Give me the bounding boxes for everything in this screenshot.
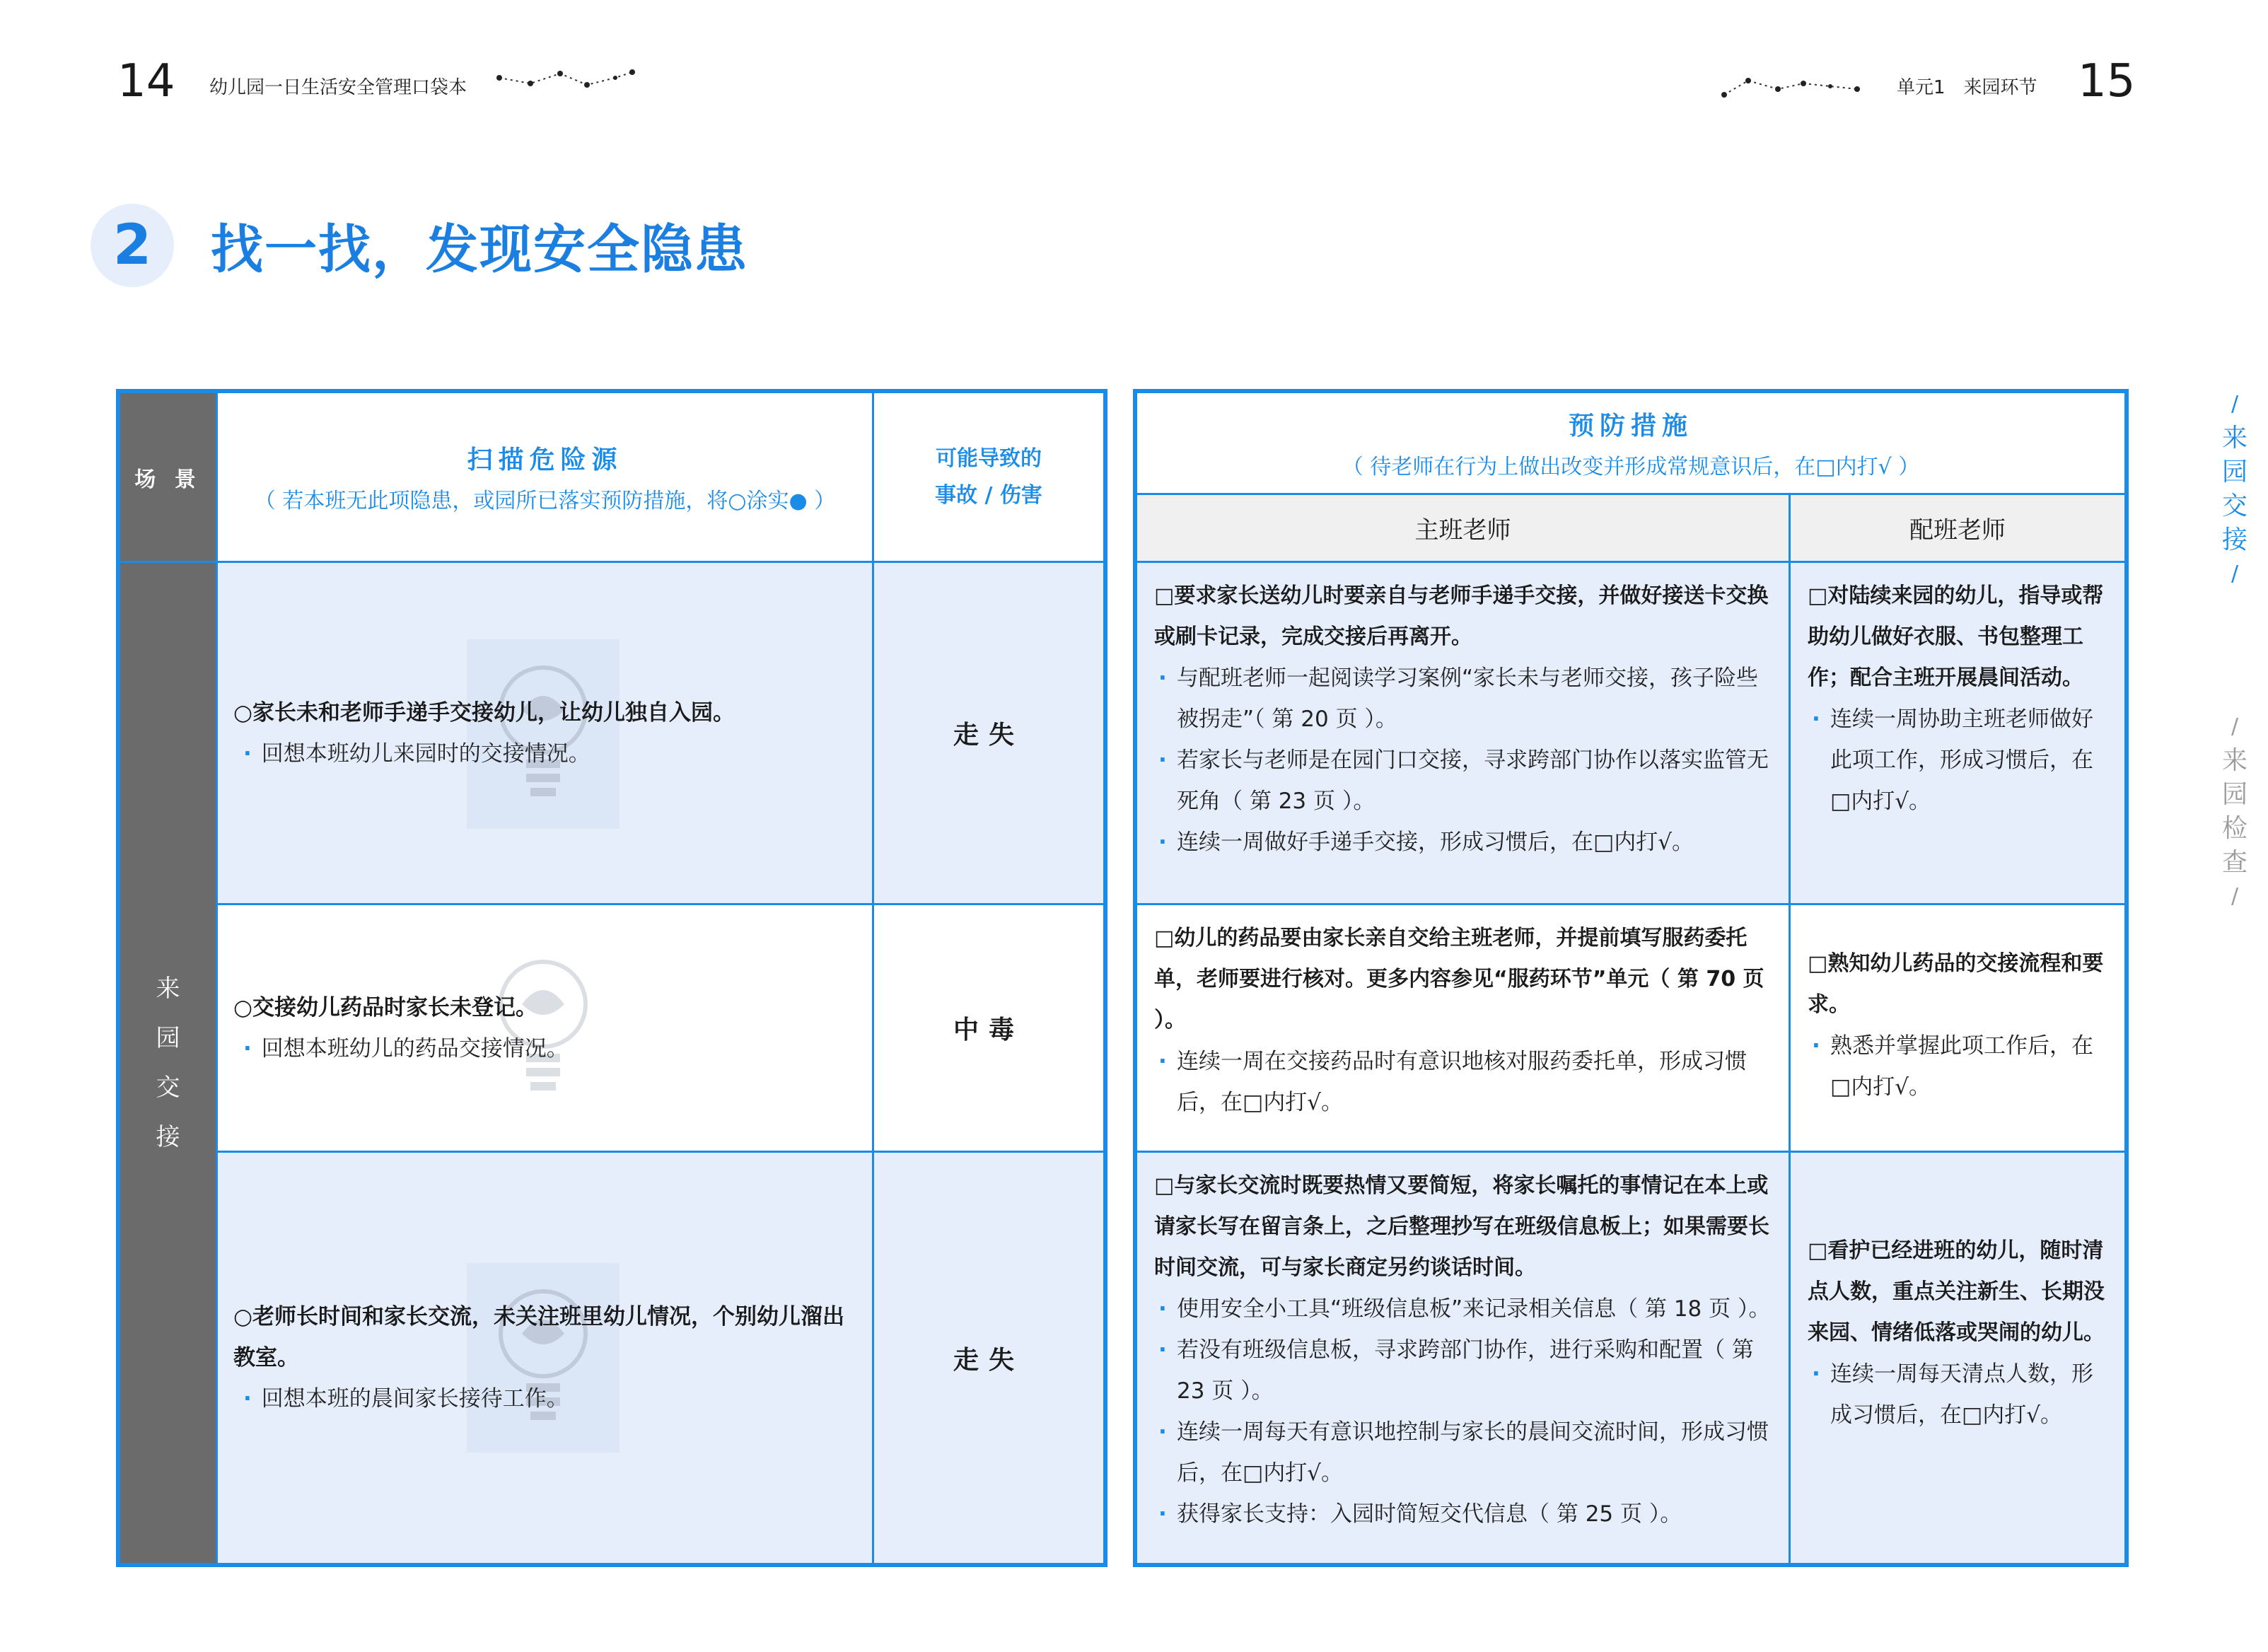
hazard-cell [218, 905, 874, 1153]
main-teacher-measure [1137, 1153, 1791, 1563]
measure-main-text: □对陆续来园的幼儿，指导或帮助幼儿做好衣服、书包整理工作；配合主班开展晨间活动。 [1808, 583, 2104, 690]
scene-name [120, 964, 216, 1162]
scene-header [120, 393, 218, 563]
measure-bullet: · 若没有班级信息板，寻求跨部门协作，进行采购和配置（ 第 23 页 ）。 [1154, 1330, 1772, 1412]
measure-bullet: · 连续一周每天有意识地控制与家长的晨间交流时间，形成习惯后，在□内打√。 [1154, 1412, 1772, 1494]
measure-main-text: □要求家长送幼儿时要亲自与老师手递手交接，并做好接送卡交换或刷卡记录，完成交接后再离开。 [1154, 583, 1769, 649]
accident-header [874, 393, 1103, 563]
assist-teacher-header [1791, 495, 2124, 563]
side-tab-label [2219, 421, 2250, 557]
assist-teacher-label: 配班老师 [1909, 516, 2006, 545]
hazard-note-text: 回想本班幼儿的药品交接情况。 [261, 1035, 569, 1061]
main-teacher-header [1137, 495, 1791, 563]
side-tab-char: 来 [2221, 746, 2247, 775]
accident-cell: 中毒 [874, 905, 1103, 1153]
scene-char: 接 [156, 1123, 180, 1151]
side-tab-char: 园 [2221, 458, 2247, 487]
measure-main-text: □看护已经进班的幼儿，随时清点人数，重点关注新生、长期没来园、情绪低落或哭闹的幼儿。 [1808, 1238, 2105, 1345]
scene-header-label: 场 景 [134, 467, 202, 492]
prevention-title: 预防措施 [1568, 412, 1693, 441]
assist-teacher-measure [1791, 905, 2124, 1153]
measure-bullet: · 获得家长支持：入园时简短交代信息（ 第 25 页 ）。 [1154, 1494, 1772, 1535]
scan-header [218, 393, 874, 563]
hazard-note-text: 回想本班的晨间家长接待工作。 [261, 1386, 569, 1412]
prevention-subtitle: （ 待老师在行为上做出改变并形成常规意识后，在□内打√ ） [1342, 455, 1920, 479]
main-teacher-measure [1137, 563, 1791, 905]
hazard-note-text: 回想本班幼儿来园时的交接情况。 [261, 740, 591, 767]
accident-header-line1: 可能导致的 [936, 446, 1042, 471]
right-page-number: 15 [2078, 55, 2136, 107]
side-tab-arrival-check[interactable]: / 来 园 检 查 / [2219, 710, 2250, 914]
section-number: 2 [91, 204, 174, 287]
measure-bullet: · 若家长与老师是在园门口交接，寻求跨部门协作以落实监管无死角（ 第 23 页 ）。 [1154, 740, 1772, 822]
main-teacher-measure [1137, 905, 1791, 1153]
measure-main-text: □熟知幼儿药品的交接流程和要求。 [1808, 951, 2104, 1017]
accident-cell: 走失 [874, 1153, 1103, 1563]
hazard-note: · 回想本班幼儿的药品交接情况。 [243, 1035, 569, 1061]
measure-main-text: □幼儿的药品要由家长亲自交给主班老师，并提前填写服药委托单，老师要进行核对。更多内容参见“服药环节”单元（ 第 70 页 ）。 [1154, 926, 1764, 1032]
scan-subtitle: （ 若本班无此项隐患，或园所已落实预防措施，将○涂实● ） [254, 489, 836, 513]
book-title: 幼儿园一日生活安全管理口袋本 [209, 77, 467, 98]
hazard-text: ○家长未和老师手递手交接幼儿，让幼儿独自入园。 [233, 699, 735, 726]
side-tab-char: 园 [2221, 780, 2247, 809]
side-tab-char: 检 [2221, 814, 2247, 843]
assist-teacher-measure [1791, 563, 2124, 905]
scan-title: 扫描危险源 [467, 446, 623, 475]
measure-bullet: · 使用安全小工具“班级信息板”来记录相关信息（ 第 18 页 ）。 [1154, 1289, 1772, 1330]
left-page-number: 14 [117, 55, 175, 107]
scene-cell [120, 563, 218, 1563]
prevention-table [1133, 389, 2129, 1567]
constellation-decoration-icon [495, 64, 636, 99]
hazard-note: · 回想本班的晨间家长接待工作。 [243, 1386, 569, 1412]
hazard-note: · 回想本班幼儿来园时的交接情况。 [243, 740, 591, 767]
hazard-table [116, 389, 1107, 1567]
accident-cell: 走失 [874, 563, 1103, 905]
hazard-cell [218, 1153, 874, 1563]
constellation-decoration-icon [1720, 68, 1861, 103]
side-tab-char: 接 [2221, 525, 2247, 554]
side-tab-label [2219, 744, 2250, 880]
accident-header-line2: 事故 / 伤害 [935, 482, 1042, 508]
scene-char: 交 [156, 1074, 180, 1102]
unit-title: 单元1 来园环节 [1897, 77, 2037, 98]
hazard-cell [218, 563, 874, 905]
hazard-text: ○老师长时间和家长交流，未关注班里幼儿情况，个别幼儿溜出教室。 [233, 1304, 845, 1371]
measure-bullet: · 连续一周做好手递手交接，形成习惯后，在□内打√。 [1154, 822, 1772, 863]
measure-bullet: · 连续一周协助主班老师做好此项工作，形成习惯后，在□内打√。 [1808, 699, 2107, 822]
section-title: 找一找，发现安全隐患 [211, 219, 748, 280]
measure-bullet: · 连续一周在交接药品时有意识地核对服药委托单，形成习惯后，在□内打√。 [1154, 1041, 1772, 1123]
hazard-text: ○交接幼儿药品时家长未登记。 [233, 994, 538, 1020]
measure-bullet: · 熟悉并掌握此项工作后，在□内打√。 [1808, 1025, 2107, 1107]
scene-char: 园 [156, 1024, 180, 1052]
side-tab-char: 查 [2221, 848, 2247, 877]
side-tab-char: 来 [2221, 424, 2247, 453]
main-teacher-label: 主班老师 [1414, 516, 1511, 545]
measure-bullet: · 连续一周每天清点人数，形成习惯后，在□内打√。 [1808, 1354, 2107, 1436]
side-tab-char: 交 [2221, 491, 2247, 520]
measure-bullet: · 与配班老师一起阅读学习案例“家长未与老师交接，孩子险些被拐走”（ 第 20 页 ）。 [1154, 658, 1772, 740]
side-tab-arrival-handover[interactable]: / 来 园 交 接 / [2219, 388, 2250, 591]
measure-main-text: □与家长交流时既要热情又要简短，将家长嘱托的事情记在本上或请家长写在留言条上，之后整理抄写在班级信息板上；如果需要长时间交流，可与家长商定另约谈话时间。 [1154, 1173, 1769, 1280]
scene-char: 来 [156, 975, 180, 1003]
assist-teacher-measure [1791, 1153, 2124, 1563]
section-heading [91, 204, 748, 287]
prevention-header [1137, 393, 2124, 495]
